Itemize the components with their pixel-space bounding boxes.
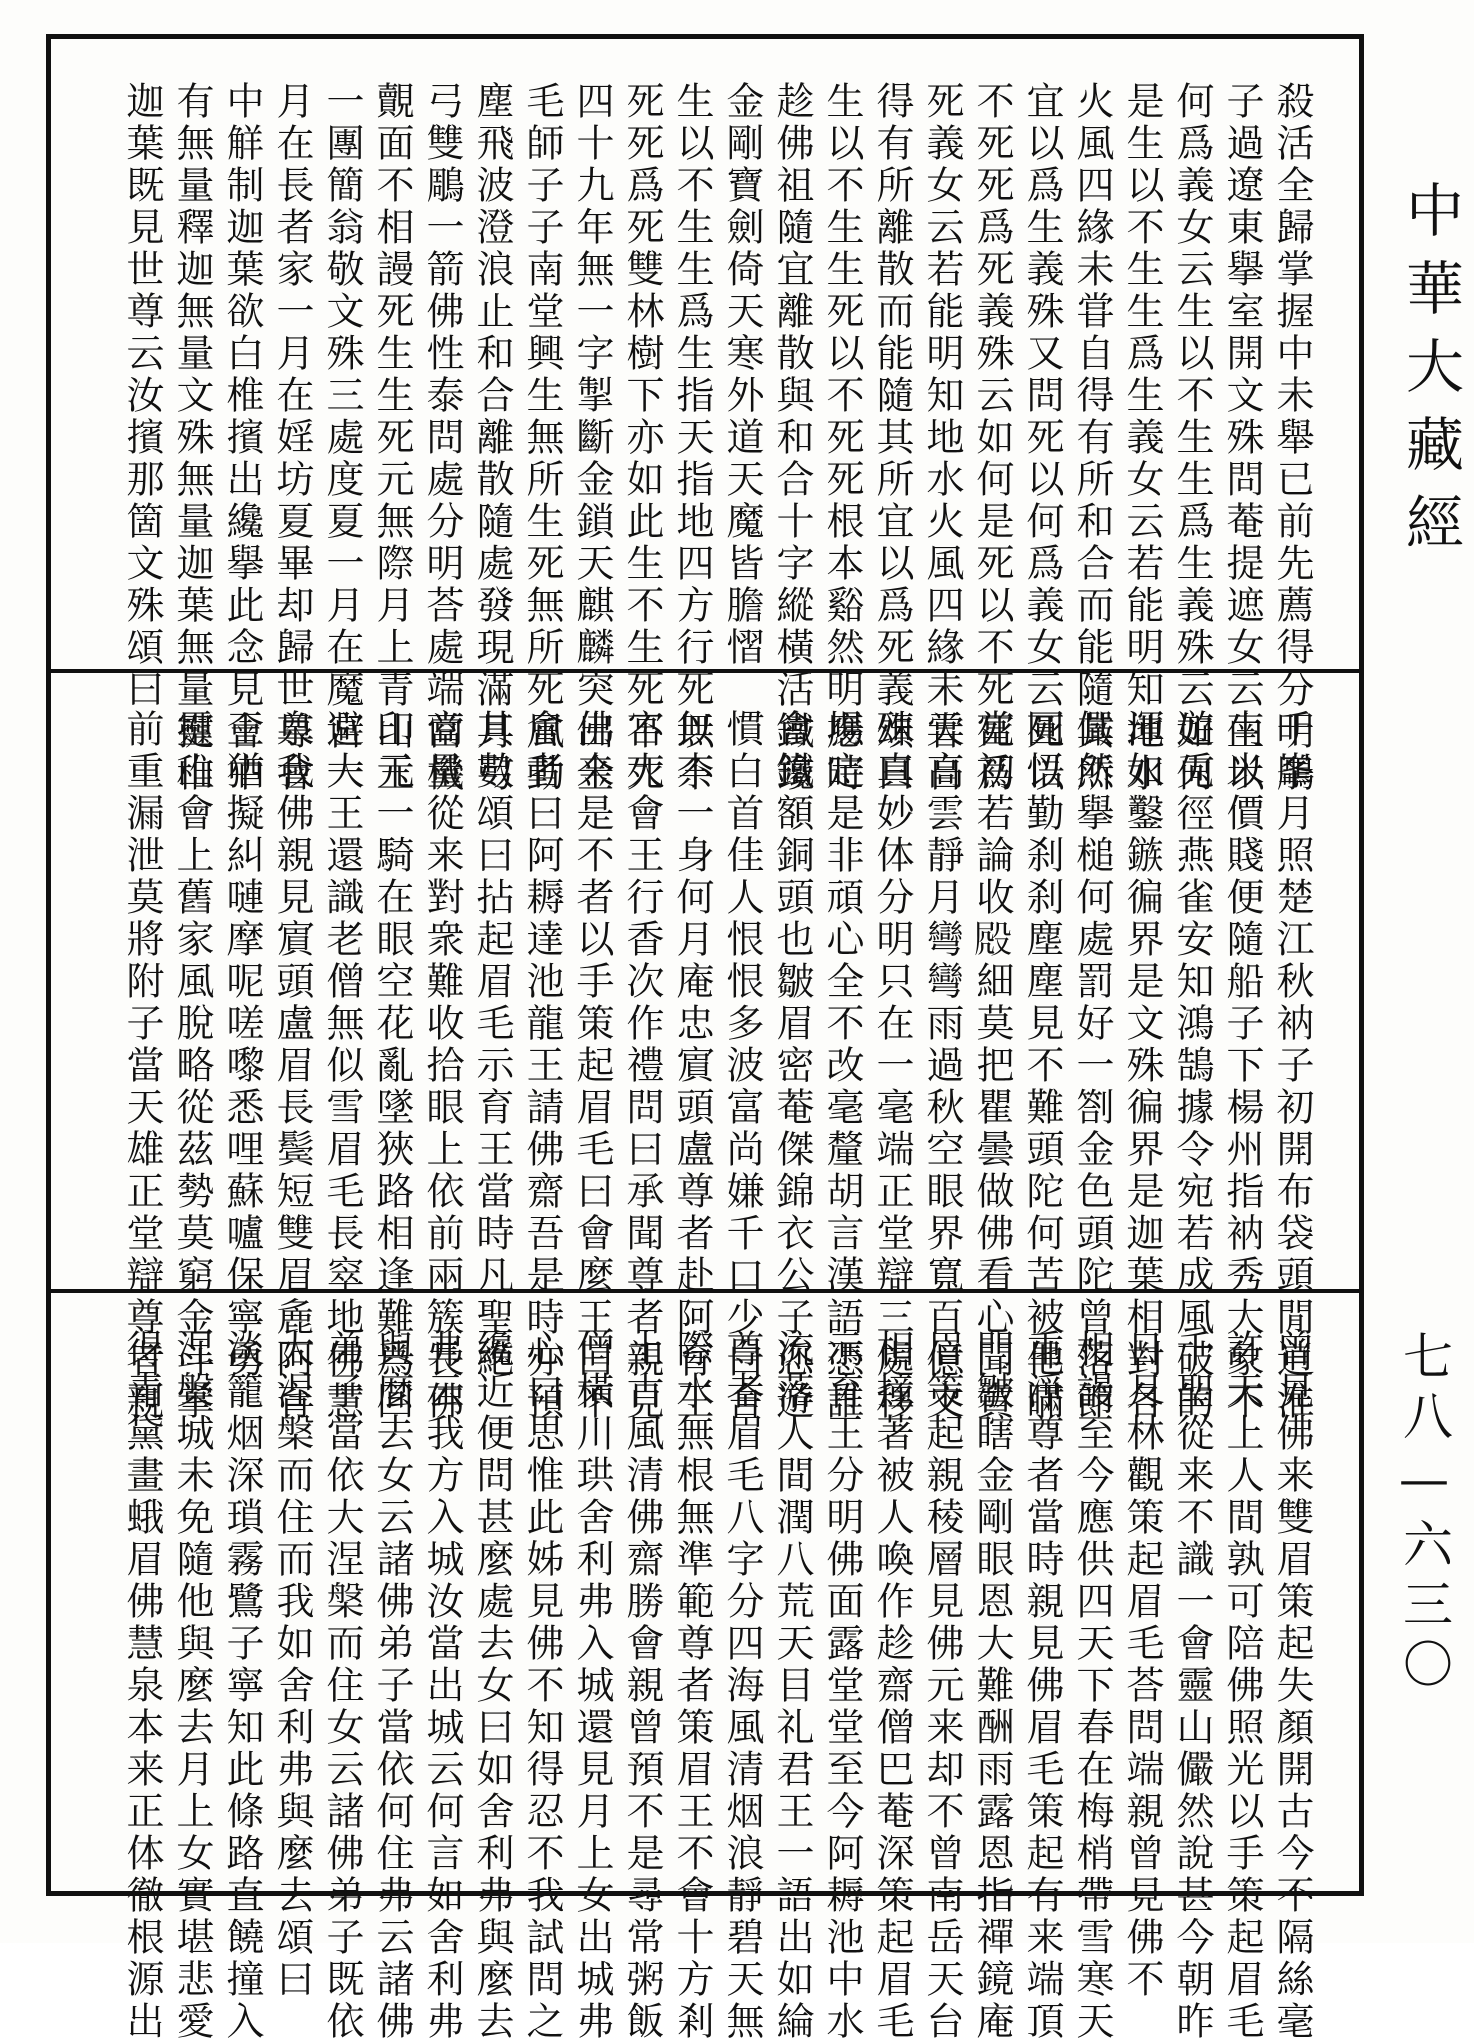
page-frame <box>46 34 1364 2043</box>
text-column: 生以不生生爲生指天指地四方行死以不 <box>670 81 714 795</box>
page-number: 七八—六三〇 <box>1395 1330 1453 1698</box>
text-column: 得有所離散而能隨其所宜以爲死義頌曰 <box>870 81 914 795</box>
text-panel-3 <box>51 1289 1359 2043</box>
text-column: 曾見佛来雙眉策起失顏開古今不隔絲毫 <box>1270 1329 1314 2043</box>
text-column: 泉我佛親見賔頭盧眉長鬓短雙眉麁阿育 <box>270 709 314 1423</box>
text-column: 與麼去女云諸佛弟子當依何住弗云諸佛 <box>370 1329 414 2043</box>
text-column: 月在長者家一月在婬坊夏畢却歸世尊會 <box>270 81 314 795</box>
text-column: 涅槃城未免隨他與麼去月上女實堪悲愛 <box>170 1329 214 2043</box>
text-column: 纔近便問甚麼處去女曰如舍利弗與麼去 <box>470 1329 514 2043</box>
text-column: 重淨尊者當時親見佛眉毛策起有来端頂 <box>1020 1329 1064 2043</box>
text-column: 是生以不生生爲生義女云若能明知地水 <box>1120 81 1164 795</box>
text-column: 死義女云若能明知地水火風四緣未甞自 <box>920 81 964 795</box>
text-column: 金剛寶劍倚天寒外道天魔皆膽慴 <box>720 81 764 669</box>
text-column: 會鐵額銅頭也皺眉密菴傑錦衣公子恣遊 <box>770 709 814 1423</box>
text-column: 日月林觀策起眉毛荅問端親曾見佛不 <box>1120 1329 1164 2001</box>
text-column: 王猶擬糾嗹摩呢嗟嚟悉哩蘇嚧保寧勇 <box>220 709 264 1381</box>
text-column: 殺活全歸掌握中未舉已前先薦得分明鵰 <box>1270 81 1314 795</box>
text-column: 印元一騎在眼空花亂墜狹路相逢難爲回 <box>370 709 414 1423</box>
text-column: 佛来是不者以手策起眉毛曰會麼王曰不 <box>570 709 614 1423</box>
text-column: 相謾至今應供四天下春在梅梢帶雪寒天 <box>1070 1329 1114 2043</box>
text-column: 不死死爲死義殊云如何是死以不死死爲 <box>970 81 1014 795</box>
text-column: 圓悟勤刹刹塵塵見不難頭陀何苦被他瞞 <box>1020 709 1064 1423</box>
text-column: 大涅槃而住而我如舍利弗與麼去頌曰 <box>270 1329 314 2001</box>
text-column: 眉策起親稜層見佛元来却不曾南岳天台 <box>920 1329 964 2043</box>
text-column: 避大王還識老僧無似雪眉毛長窣地佛慧 <box>320 709 364 1423</box>
text-column: 相撞著被人喚作趁齋僧巴菴深策起眉毛 <box>870 1329 914 2043</box>
text-panel-1 <box>51 39 1359 795</box>
text-column: 尊者眉毛八字分四海風清烟浪靜碧天無 <box>720 1329 764 2043</box>
book-title: 中華大藏經 <box>1396 180 1464 570</box>
text-column: 淡籠烟深瑣霧鷺子寧知此條路直饒撞入 <box>220 1329 264 2043</box>
text-column: 門皺瞎金剛眼恩大難酬雨露恩指禪鏡庵 <box>970 1329 1014 2043</box>
text-column: 心口思惟此姊見佛不知得忍不我試問之 <box>520 1329 564 2043</box>
text-column: 慣白首佳人恨恨多波富尚嫌千口少白舍 <box>720 709 764 1423</box>
text-column: 弟子當依大涅槃而住女云諸佛弟子既依 <box>320 1329 364 2043</box>
text-column: 覿面不相謾死生生死元無際月上青山玉 <box>370 81 414 795</box>
text-column: 死死爲死雙林樹下亦如此生不生死不死 <box>620 81 664 795</box>
text-column: 殊真妙体分明只在一毫端正堂辯三處移 <box>870 709 914 1423</box>
text-column: 中觧制迦葉欲白椎擯出纔擧此念見會中 <box>220 81 264 795</box>
text-column: 一團簡翁敬文殊三處度夏一月在魔宮一 <box>320 81 364 795</box>
text-column: 宜以爲生義殊又問死以何爲義女云死以 <box>1020 81 1064 795</box>
text-column: 土古風清佛齋勝會親曾預不是尋常粥飯 <box>620 1329 664 2043</box>
text-column: 弓雙鵰一箭佛性泰問處分明荅處端當機 <box>420 81 464 795</box>
text-column: 流落人間潤八荒天目礼君王一語出如綸 <box>770 1329 814 2043</box>
text-column: 弗云我方入城汝當出城云何言如舍利弗 <box>420 1329 464 2043</box>
text-column: 生以不生生死以不死死根本谿然明應時 <box>820 81 864 795</box>
text-column: 示育王分明佛面露堂堂至今阿耨池中水 <box>820 1329 864 2043</box>
text-column: 遊兎徑燕雀安知鴻鵠據令宛若成風破的 <box>1170 709 1214 1423</box>
text-column: 當初若論收𣪍細莫把瞿曇做佛看心聞賁 <box>970 709 1014 1423</box>
text-column: 會者曰阿耨達池龍王請佛齋吾是時亦預 <box>520 709 564 1423</box>
text-column: 際水無根無準範尊者策眉王不會十方剎 <box>670 1329 714 2043</box>
text-column: 得青黛畫蛾眉佛慧泉本来正体徹根源出 <box>120 1329 164 2043</box>
text-column: 趁佛祖隨宜離散與和合十字縱橫活鐵鑱 <box>770 81 814 795</box>
text-column: 僧橫川珙舍利弗入城還見月上女出城弗 <box>570 1329 614 2043</box>
text-column: 火風四緣未甞自得有所和合而能隨其所 <box>1070 81 1114 795</box>
text-column: 千峯月照楚江秋衲子初開布袋頭閒逍淮 <box>1270 709 1314 1423</box>
text-column: 許天上人間孰可陪佛照光以手策起眉毛 <box>1220 1329 1264 2043</box>
text-panel-2 <box>51 669 1359 1423</box>
text-column: 南米價賤便隨船子下楊州指衲秀大象不 <box>1220 709 1264 1423</box>
text-column: 何爲義女云生以不生生爲生義殊云如何 <box>1170 81 1214 795</box>
text-column: 無柰一身何月庵忠賔頭盧尊者赴阿育王 <box>670 709 714 1423</box>
text-column: 靈山會上舊家風脫略從茲勢莫窮金斗掌 <box>170 709 214 1423</box>
text-column: 渾如鑿鏃徧界是文殊徧界是迦葉相對各 <box>1120 709 1164 1423</box>
text-column: 迦葉既見世尊云汝擯那箇文殊頌曰 <box>120 81 164 711</box>
text-column: 其數頌曰拈起眉毛示育王當時凡聖絶 <box>470 709 514 1381</box>
text-column: 有無量釋迦無量文殊無量迦葉無量揵稚 <box>170 81 214 795</box>
text-column: 塵飛波澄浪止和合離散隨處發現滿月弓 <box>470 81 514 795</box>
text-column: 宮大會王行香次作禮問曰承聞尊者親見 <box>620 709 664 1423</box>
text-column: 子過遼東擧室開文殊問菴提遮女云生以 <box>1220 81 1264 795</box>
text-column: 儼然擧槌何處罰好一劄金色頭陀曾落節 <box>1070 709 1114 1423</box>
text-column: 四十九年無一字掣斷金鎖天麒麟突出金 <box>570 81 614 795</box>
text-column: 場定是非頑心全不改毫釐胡言漢語憑誰 <box>820 709 864 1423</box>
text-column: 商量從来對衆難收拾眼上依前兩簇長佛 <box>420 709 464 1423</box>
text-column: 天高雲靜月彎彎雨過秋空眼界寬百億文 <box>920 709 964 1423</box>
text-column: 毛師子子南堂興生無所生死無所死風動 <box>520 81 564 795</box>
text-column: 千聖從来不識一會靈山儼然說甚今朝昨 <box>1170 1329 1214 2043</box>
text-column: 前重漏泄莫將附子當天雄正堂辯尊者親 <box>120 709 164 1423</box>
